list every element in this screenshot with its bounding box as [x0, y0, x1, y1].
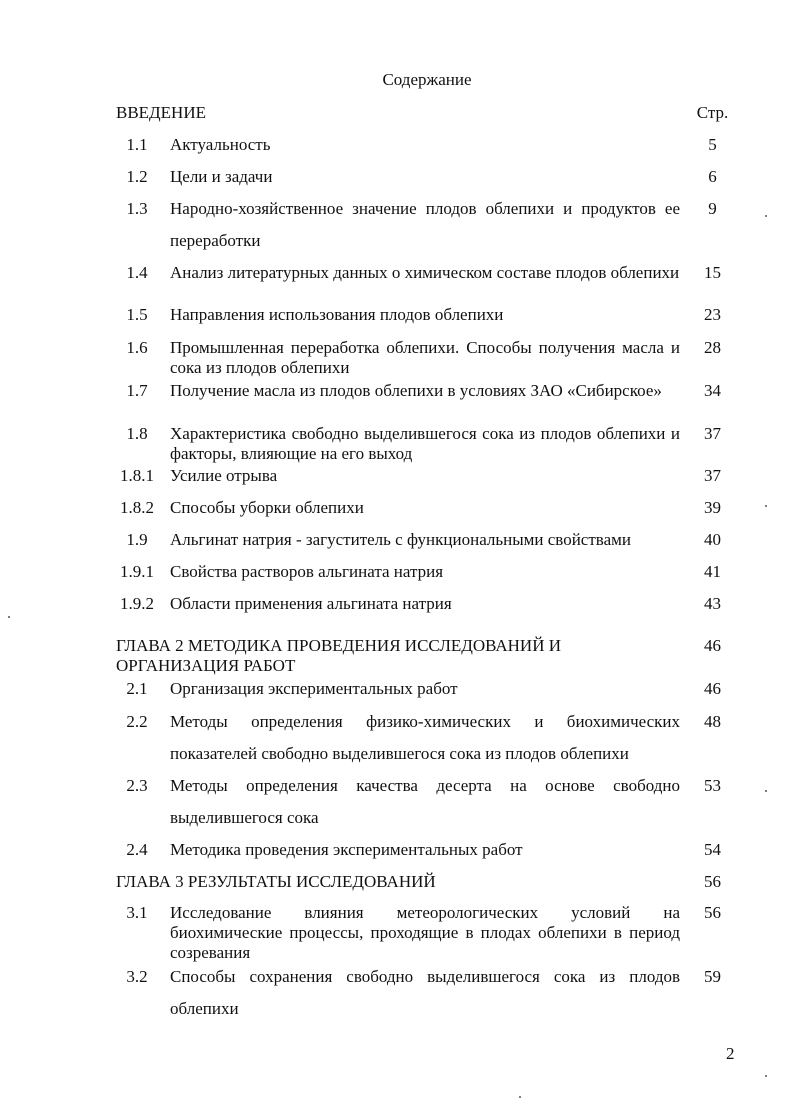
toc-entry-number: 1.3: [126, 199, 148, 218]
toc-entry-number: 1.5: [126, 305, 148, 324]
toc-entry-number: 2.3: [126, 776, 148, 795]
toc-entry-page: 23: [704, 305, 721, 324]
toc-entry-number: 2.2: [126, 712, 148, 731]
toc-entry-page: 6: [708, 167, 717, 186]
toc-entry-page: 28: [704, 338, 721, 357]
toc-entry-number: 1.8: [126, 424, 148, 443]
toc-entry-text: Получение масла из плодов облепихи в условиях ЗАО «Сибирское»: [170, 381, 662, 400]
toc-entry-page: 43: [704, 594, 721, 613]
toc-entry-number: 2.4: [126, 840, 148, 859]
toc-entry-page: 56: [704, 903, 721, 922]
toc-entry-number: 1.9.1: [120, 562, 154, 581]
scan-speck: [519, 1096, 521, 1098]
toc-entry-page: 5: [708, 135, 717, 154]
scan-speck: [765, 215, 767, 217]
toc-entry-text: Актуальность: [170, 135, 271, 154]
toc-entry-number: 2.1: [126, 679, 148, 698]
chapter-2-title-line: ОРГАНИЗАЦИЯ РАБОТ: [116, 656, 296, 675]
toc-entry-number: 1.2: [126, 167, 148, 186]
toc-entry-number: 1.4: [126, 263, 148, 282]
intro-heading: ВВЕДЕНИЕ: [116, 103, 206, 122]
toc-entry-text: Методы определения физико-химических и биохимических показателей свободно выделившегося сока из плодов облепихи: [170, 712, 680, 763]
scan-speck: [8, 616, 10, 618]
page-column-header: Стр.: [696, 103, 729, 122]
toc-entry-page: 54: [704, 840, 721, 859]
toc-entry-number: 1.8.2: [120, 498, 154, 517]
toc-entry-text: Характеристика свободно выделившегося сока из плодов облепихи и факторы, влияющие на его выход: [170, 424, 680, 463]
toc-entry-text: Методы определения качества десерта на основе свободно выделившегося сока: [170, 776, 680, 827]
chapter-2-page: 46: [704, 636, 721, 655]
toc-entry-page: 53: [704, 776, 721, 795]
toc-entry-page: 37: [704, 466, 721, 485]
toc-entry-number: 1.1: [126, 135, 148, 154]
toc-entry-text: Усилие отрыва: [170, 466, 278, 485]
toc-entry-text: Исследование влияния метеорологических условий на биохимические процессы, проходящие в плодах облепихи в период созревания: [170, 903, 680, 962]
chapter-3-heading[interactable]: ГЛАВА 3 РЕЗУЛЬТАТЫ ИССЛЕДОВАНИЙ: [116, 872, 436, 891]
toc-entry-page: 15: [704, 263, 721, 282]
toc-entry-number: 1.9: [126, 530, 148, 549]
toc-entry-number: 1.7: [126, 381, 148, 400]
toc-entry-number: 3.2: [126, 967, 148, 986]
toc-entry-page: 34: [704, 381, 721, 400]
page-number: 2: [726, 1044, 735, 1063]
page-title: Содержание: [382, 70, 472, 89]
toc-entry-text: Цели и задачи: [170, 167, 273, 186]
toc-entry-page: 9: [708, 199, 717, 218]
toc-entry-page: 48: [704, 712, 721, 731]
toc-entry-text: Народно-хозяйственное значение плодов облепихи и продуктов ее переработки: [170, 199, 680, 250]
toc-entry-text: Способы сохранения свободно выделившегося сока из плодов облепихи: [170, 967, 680, 1018]
toc-entry-page: 41: [704, 562, 721, 581]
toc-entry-page: 39: [704, 498, 721, 517]
toc-entry-page: 37: [704, 424, 721, 443]
toc-entry-number: 1.9.2: [120, 594, 154, 613]
toc-entry-number: 1.8.1: [120, 466, 154, 485]
toc-entry-text: Направления использования плодов облепихи: [170, 305, 504, 324]
toc-entry-text: Промышленная переработка облепихи. Способы получения масла и сока из плодов облепихи: [170, 338, 680, 377]
scan-speck: [765, 505, 767, 507]
toc-entry-text: Методика проведения экспериментальных работ: [170, 840, 523, 859]
toc-entry-text: Организация экспериментальных работ: [170, 679, 458, 698]
toc-entry-text: Свойства растворов альгината натрия: [170, 562, 444, 581]
toc-entry-text: Альгинат натрия - загуститель с функциональными свойствами: [170, 530, 631, 549]
toc-entry-text: Области применения альгината натрия: [170, 594, 452, 613]
chapter-2-heading[interactable]: [116, 636, 636, 676]
toc-entry-page: 59: [704, 967, 721, 986]
toc-entry-text: Анализ литературных данных о химическом составе плодов облепихи: [170, 263, 680, 282]
scan-speck: [765, 790, 767, 792]
toc-entry-page: 40: [704, 530, 721, 549]
toc-entry-text: Способы уборки облепихи: [170, 498, 364, 517]
toc-entry-page: 46: [704, 679, 721, 698]
chapter-2-title-line: ГЛАВА 2 МЕТОДИКА ПРОВЕДЕНИЯ ИССЛЕДОВАНИЙ И: [116, 636, 562, 655]
scan-speck: [765, 1075, 767, 1077]
toc-entry-number: 3.1: [126, 903, 148, 922]
toc-entry-number: 1.6: [126, 338, 148, 357]
chapter-3-page: 56: [704, 872, 721, 891]
